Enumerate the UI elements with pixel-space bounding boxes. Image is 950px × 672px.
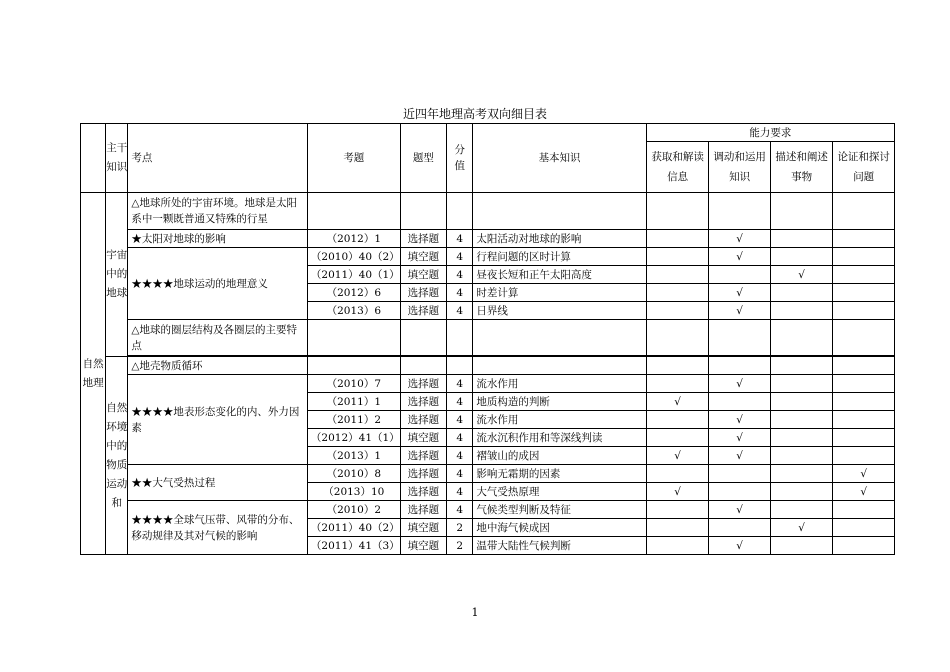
score: 4 [447,266,473,284]
basic-knowledge: 地质构造的判断 [473,393,646,411]
topic: ★太阳对地球的影响 [128,230,308,248]
ability-check [770,230,833,248]
question-type: 选择题 [400,230,446,248]
basic-knowledge: 大气受热原理 [473,483,646,501]
topic: ★★★★地表形态变化的内、外力因素 [128,375,308,465]
header-tixing: 题型 [400,124,446,193]
question-type: 选择题 [400,483,446,501]
ability-check [770,248,833,266]
ability-check [646,465,709,483]
header-fenzhi: 分值 [447,124,473,193]
ability-check [646,230,709,248]
ability-check [833,230,895,248]
page-title: 近四年地理高考双向细目表 [402,107,547,121]
score: 4 [447,230,473,248]
ability-check [833,375,895,393]
ability-check: √ [833,483,895,501]
header-basic-knowledge: 基本知识 [473,124,646,193]
question: （2011）40（1） [307,266,400,284]
question-type: 填空题 [400,266,446,284]
ability-check [833,266,895,284]
ability-check [833,447,895,465]
topic: △地壳物质循环 [128,357,308,375]
ability-check: √ [709,447,771,465]
section-universe: 宇宙中的地球 [106,193,128,357]
topic: ★★大气受热过程 [128,465,308,501]
ability-check [833,248,895,266]
ability-check: √ [833,465,895,483]
ability-check [833,501,895,519]
ability-check [646,501,709,519]
question-type: 选择题 [400,375,446,393]
topic: △地球所处的宇宙环境。地球是太阳系中一颗既普通又特殊的行星 [128,193,308,230]
topic: ★★★★全球气压带、风带的分布、移动规律及其对气候的影响 [128,501,308,555]
header-main-knowledge: 主干知识 [106,124,128,193]
basic-knowledge: 温带大陆性气候判断 [473,537,646,555]
question: （2010）7 [307,375,400,393]
ability-check: √ [646,447,709,465]
ability-check: √ [646,393,709,411]
score: 2 [447,537,473,555]
score: 2 [447,519,473,537]
question-type: 选择题 [400,501,446,519]
ability-check [833,411,895,429]
question-type: 填空题 [400,519,446,537]
ability-check [770,302,833,320]
ability-check [646,248,709,266]
ability-check: √ [709,302,771,320]
ability-check: √ [709,248,771,266]
ability-check [709,266,771,284]
question: （2011）1 [307,393,400,411]
ability-check: √ [709,375,771,393]
question-type: 填空题 [400,248,446,266]
basic-knowledge: 行程问题的区时计算 [473,248,646,266]
basic-knowledge: 气候类型判断及特征 [473,501,646,519]
header-ability-4: 论证和探讨问题 [833,142,895,193]
header-ability-3: 描述和阐述事物 [770,142,833,193]
topic: △地球的圈层结构及各圈层的主要特点 [128,320,308,356]
basic-knowledge: 太阳活动对地球的影响 [473,230,646,248]
question: （2010）40（2） [307,248,400,266]
ability-check [709,483,771,501]
question: （2013）6 [307,302,400,320]
score: 4 [447,465,473,483]
ability-check [646,302,709,320]
basic-knowledge: 地中海气候成因 [473,519,646,537]
basic-knowledge: 褶皱山的成因 [473,447,646,465]
basic-knowledge: 影响无霜期的因素 [473,465,646,483]
question: （2010）2 [307,501,400,519]
question-type: 填空题 [400,537,446,555]
ability-check [770,483,833,501]
ability-check [770,537,833,555]
page-number: 1 [471,606,479,619]
ability-check [770,465,833,483]
ability-check [646,537,709,555]
ability-check [646,429,709,447]
basic-knowledge: 日界线 [473,302,646,320]
question: （2012）41（1） [307,429,400,447]
ability-check [646,411,709,429]
ability-check [833,302,895,320]
ability-check [646,284,709,302]
question: （2013）10 [307,483,400,501]
ability-check: √ [770,266,833,284]
section-material: 自然环境中的物质运动和 [106,357,128,555]
ability-check [709,465,771,483]
score: 4 [447,375,473,393]
ability-check [833,429,895,447]
section-nature: 自然地理 [81,193,106,555]
ability-check: √ [709,284,771,302]
ability-check [646,519,709,537]
question-type: 选择题 [400,302,446,320]
ability-check [770,375,833,393]
ability-check [646,375,709,393]
ability-check [770,393,833,411]
question-type: 填空题 [400,429,446,447]
score: 4 [447,411,473,429]
score: 4 [447,284,473,302]
question: （2013）1 [307,447,400,465]
ability-check: √ [709,501,771,519]
score: 4 [447,501,473,519]
header-kaodian: 考点 [128,124,308,193]
question: （2011）41（3） [307,537,400,555]
question-type: 选择题 [400,284,446,302]
ability-check: √ [709,537,771,555]
header-ability-1: 获取和解读信息 [646,142,709,193]
ability-check [770,447,833,465]
question: （2011）2 [307,411,400,429]
ability-check [770,501,833,519]
question: （2011）40（2） [307,519,400,537]
ability-check: √ [709,230,771,248]
ability-check [770,429,833,447]
question-type: 选择题 [400,393,446,411]
detail-table [80,123,895,555]
ability-check [770,411,833,429]
question: （2010）8 [307,465,400,483]
ability-check: √ [709,411,771,429]
question-type: 选择题 [400,447,446,465]
basic-knowledge: 流水沉积作用和等深线判读 [473,429,646,447]
header-blank [81,124,106,193]
ability-check [833,284,895,302]
basic-knowledge: 昼夜长短和正午太阳高度 [473,266,646,284]
basic-knowledge: 时差计算 [473,284,646,302]
question-type: 选择题 [400,411,446,429]
question: （2012）1 [307,230,400,248]
topic: ★★★★地球运动的地理意义 [128,248,308,320]
ability-check [833,537,895,555]
score: 4 [447,429,473,447]
ability-check: √ [646,483,709,501]
header-ability: 能力要求 [646,124,894,142]
ability-check [709,519,771,537]
ability-check [833,519,895,537]
ability-check: √ [770,519,833,537]
question: （2012）6 [307,284,400,302]
ability-check [646,266,709,284]
basic-knowledge: 流水作用 [473,411,646,429]
question-type: 选择题 [400,465,446,483]
score: 4 [447,248,473,266]
score: 4 [447,483,473,501]
ability-check: √ [709,429,771,447]
score: 4 [447,393,473,411]
score: 4 [447,302,473,320]
basic-knowledge: 流水作用 [473,375,646,393]
header-ability-2: 调动和运用知识 [709,142,771,193]
header-kaoti: 考题 [307,124,400,193]
score: 4 [447,447,473,465]
ability-check [770,284,833,302]
ability-check [833,393,895,411]
ability-check [709,393,771,411]
